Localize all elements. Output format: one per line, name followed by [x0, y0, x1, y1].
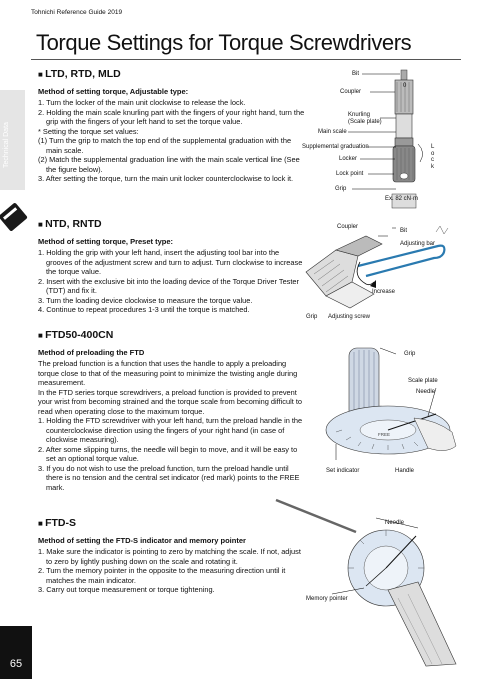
sidebar-tab-label: Technical Data	[3, 122, 10, 168]
ltd-dial-digit: 0	[403, 83, 407, 89]
guide-title: Tohnichi Reference Guide 2019	[31, 9, 123, 16]
step-item: 2. Turn the memory pointer in the opposite to the measuring direction until it matches the main indicator.	[38, 566, 286, 585]
book-icon	[0, 202, 28, 231]
ltd-label-locker: Locker	[339, 156, 358, 162]
step-item: 2. Holding the main scale knurling part with the fingers of your right hand, turn the grip with the fingers of your left hand to set the torque value.	[38, 107, 305, 126]
page-number-box	[0, 626, 32, 679]
step-item: 2. After some slipping turns, the needle will begin to move, and it will be easy to set an optional torque value.	[38, 444, 298, 463]
step-item: 4. Continue to repeat procedures 1-3 until the torque is matched.	[38, 305, 250, 314]
ltd-label-supplemental: Supplemental graduation	[302, 144, 369, 150]
ltd-label-grip: Grip	[335, 186, 347, 192]
section-heading: ■ LTD, RTD, MLD	[38, 70, 306, 80]
ltd-example: Ex. 82 cN·m	[385, 196, 419, 202]
ltd-label-scale-plate: (Scale plate)	[348, 119, 382, 125]
step-item: 3. Carry out torque measurement or torque tightening.	[38, 585, 215, 594]
ftd-label-free: FREE	[378, 432, 391, 437]
ftds-label-needle: Needle	[385, 520, 405, 526]
section-subheading: Method of setting the FTD-S indicator and memory pointer	[38, 535, 246, 545]
ltd-label-knurling: Knurling	[348, 112, 371, 118]
ftd-label-handle: Handle	[395, 468, 415, 474]
step-item: (1) Turn the grip to match the top end of the supplemental graduation with the main scale.	[38, 136, 292, 155]
section-ntd	[38, 220, 306, 315]
step-item: (2) Match the supplemental graduation line with the main scale vertical line (See the figure below).	[38, 155, 300, 174]
section-intro: The preload function is a function that uses the handle to apply a preloading torque close to that of the measuring point to minimize the twisting angle during measurement. In the FTD series torque screwdrivers, a preload function is provided to prevent your wrist from becoming strained and the torque scale from becoming difficult to read when operating close to the maximum torque.	[38, 359, 302, 416]
step-item: 1. Turn the locker of the main unit clockwise to release the lock.	[38, 98, 246, 107]
step-list	[38, 98, 306, 184]
page-number: 65	[9, 658, 23, 670]
step-item: 3. After setting the torque, turn the main unit locker counterclockwise to lock it.	[38, 174, 294, 183]
section-ftd	[38, 331, 306, 492]
ftd-label-needle: Needle	[416, 389, 436, 395]
step-list	[38, 547, 306, 595]
step-item: 1. Make sure the indicator is pointing to zero by matching the scale. If not, adjust to zero by lightly pushing down on the scale and rotating it.	[38, 547, 301, 566]
ntd-label-coupler: Coupler	[337, 224, 359, 230]
step-item: 1. Holding the FTD screwdriver with your left hand, turn the preload handle in the counterclockwise direction using the fingers of your right hand (in case of clockwise measuring).	[38, 416, 303, 444]
title-rule	[31, 59, 461, 60]
step-list	[38, 248, 306, 315]
ntd-label-screw: Adjusting screw	[328, 314, 371, 320]
ftd-label-set-indicator: Set indicator	[326, 468, 360, 474]
ltd-label-main-scale: Main scale	[318, 129, 347, 135]
ltd-label-coupler: Coupler	[340, 89, 362, 95]
ftd-label-scale-plate: Scale plate	[408, 378, 438, 384]
section-ltd	[38, 70, 306, 184]
section-heading: ■ FTD-S	[38, 519, 306, 529]
ntd-label-bar: Adjusting bar	[400, 241, 436, 247]
section-heading: ■ FTD50-400CN	[38, 331, 306, 341]
step-item: 3. If you do not wish to use the preload function, turn the preload handle until there is no tension and the central set indicator (red mark) points to the FREE mark.	[38, 463, 300, 492]
ltd-label-bit: Bit	[352, 71, 360, 77]
section-ftds	[38, 519, 306, 595]
ntd-label-increase: Increase	[372, 289, 396, 295]
section-heading: ■ NTD, RNTD	[38, 220, 306, 230]
ftds-label-memory: Memory pointer	[306, 596, 348, 602]
page-title: Torque Settings for Torque Screwdrivers	[36, 30, 412, 55]
ntd-label-grip: Grip	[306, 314, 318, 320]
ntd-adjusting-figure	[296, 222, 476, 312]
step-item: * Setting the torque set values:	[38, 126, 139, 136]
section-subheading: Method of setting torque, Preset type:	[38, 236, 174, 246]
ltd-label-lock-point: Lock point	[336, 171, 364, 177]
step-list	[38, 416, 306, 492]
ltd-screwdriver-figure	[300, 64, 470, 214]
step-item: 3. Turn the loading device clockwise to measure the torque value.	[38, 295, 253, 305]
section-subheading: Method of setting torque, Adjustable type:	[38, 86, 189, 96]
step-item: 1. Holding the grip with your left hand, insert the adjusting tool bar into the grooves of the adjustment screw and turn to adjust. Turn clockwise to increase the torque value.	[38, 248, 303, 276]
step-item: 2. Insert with the exclusive bit into the loading device of the Torque Driver Tester (TDT) and fix it.	[38, 276, 300, 295]
section-subheading: Method of preloading the FTD	[38, 347, 145, 357]
ftd-label-grip: Grip	[404, 351, 416, 357]
ftds-figure	[276, 494, 476, 674]
ftd-preload-figure	[296, 336, 476, 476]
ltd-label-lock-vertical: L o c k	[431, 144, 435, 170]
ntd-label-bit: Bit	[400, 228, 408, 234]
